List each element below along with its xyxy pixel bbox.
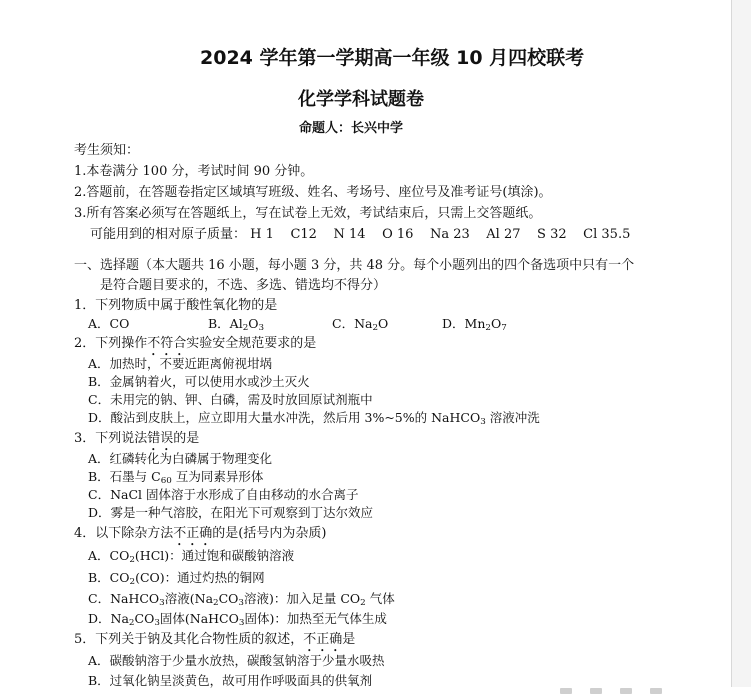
question-stem: 5．下列关于钠及其化合物性质的叙述，不正确是	[74, 632, 356, 647]
question-stem: 1．下列物质中属于酸性氧化物的是	[74, 298, 278, 313]
question-stem: 3．下列说法错误的是	[74, 431, 200, 446]
atomic-mass-label: 可能用到的相对原子质量：	[90, 227, 247, 242]
option-b: B．$CO_2(CO)$：通过灼热的铜网	[88, 570, 265, 588]
option-d: D．$Mn_2O_7$	[442, 316, 507, 334]
option-a: A．红磷转化为白磷属于物理变化	[88, 451, 273, 466]
author-line: 命题人：长兴中学	[299, 121, 404, 136]
notice-item: 1.本卷满分 100 分，考试时间 90 分钟。	[74, 164, 314, 179]
atomic-mass-value: C12	[290, 227, 317, 242]
option-c: C．$Na_2O$	[332, 316, 389, 334]
section-heading: 一、选择题（本大题共 16 小题，每小题 3 分，共 48 分。每个小题列出的四个备选项中只有一个	[74, 258, 635, 273]
toolbar-icon[interactable]	[620, 688, 632, 694]
option-b: B．$Al_2O_3$	[208, 316, 265, 334]
notice-item: 3.所有答案必须写在答题纸上，写在试卷上无效，考试结束后，只需上交答题纸。	[74, 206, 542, 221]
question-stem: 2．下列操作不符合实验安全规范要求的是	[74, 336, 317, 351]
option-c: C．NaCl 固体溶于水形成了自由移动的水合离子	[88, 487, 359, 502]
notice-item: 2.答题前，在答题卷指定区域填写班级、姓名、考场号、座位号及准考证号(填涂)。	[74, 185, 552, 200]
atomic-mass-value: O 16	[382, 227, 414, 242]
toolbar-icon[interactable]	[650, 688, 662, 694]
atomic-mass-line	[90, 228, 630, 241]
option-a: A．$CO_2(HCl)$：通过饱和碳酸钠溶液	[88, 548, 295, 566]
subject-title: 化学学科试题卷	[298, 89, 424, 110]
atomic-mass-value: S 32	[537, 227, 567, 242]
atomic-mass-value: Na 23	[429, 227, 470, 242]
option-a: A．碳酸钠溶于少量水放热，碳酸氢钠溶于少量水吸热	[88, 653, 385, 668]
atomic-mass-value: Al 27	[486, 227, 521, 242]
atomic-mass-value: Cl 35.5	[583, 227, 631, 242]
option-a: A．加热时，不要近距离俯视坩埚	[88, 356, 273, 371]
option-b: B．过氧化钠呈淡黄色，故可用作呼吸面具的供氧剂	[88, 673, 373, 688]
option-d: D．雾是一种气溶胶，在阳光下可观察到丁达尔效应	[88, 505, 374, 520]
option-d: D．酸沾到皮肤上，应立即用大量水冲洗，然后用 3%~5%的 NaHCO$_3$ 溶液冲洗	[88, 410, 540, 428]
option-b: B．金属钠着火，可以使用水或沙土灭火	[88, 374, 310, 389]
atomic-mass-value: N 14	[333, 227, 366, 242]
toolbar-hint	[560, 679, 740, 687]
atomic-mass-value: H 1	[250, 227, 274, 242]
exam-title: 2024 学年第一学期高一年级 10 月四校联考	[200, 47, 585, 69]
notice-heading: 考生须知：	[74, 143, 140, 158]
question-stem: 4．以下除杂方法不正确的是(括号内为杂质)	[74, 526, 327, 541]
scroll-area[interactable]	[732, 0, 751, 687]
option-d: D．$Na_2CO_3$固体(NaHCO$_3$固体)：加热至无气体生成	[88, 611, 387, 629]
section-heading-cont: 是符合题目要求的，不选、多选、错选均不得分）	[100, 278, 387, 293]
toolbar-icon[interactable]	[590, 688, 602, 694]
option-b: B．石墨与 $C_{60}$ 互为同素异形体	[88, 469, 264, 487]
option-a: A．CO	[88, 316, 130, 331]
option-c: C．NaHCO$_3$溶液($Na_2CO_3$溶液)：加入足量 $CO_2$ 气体	[88, 591, 395, 609]
toolbar-icon[interactable]	[560, 688, 572, 694]
option-c: C．未用完的钠、钾、白磷，需及时放回原试剂瓶中	[88, 392, 373, 407]
